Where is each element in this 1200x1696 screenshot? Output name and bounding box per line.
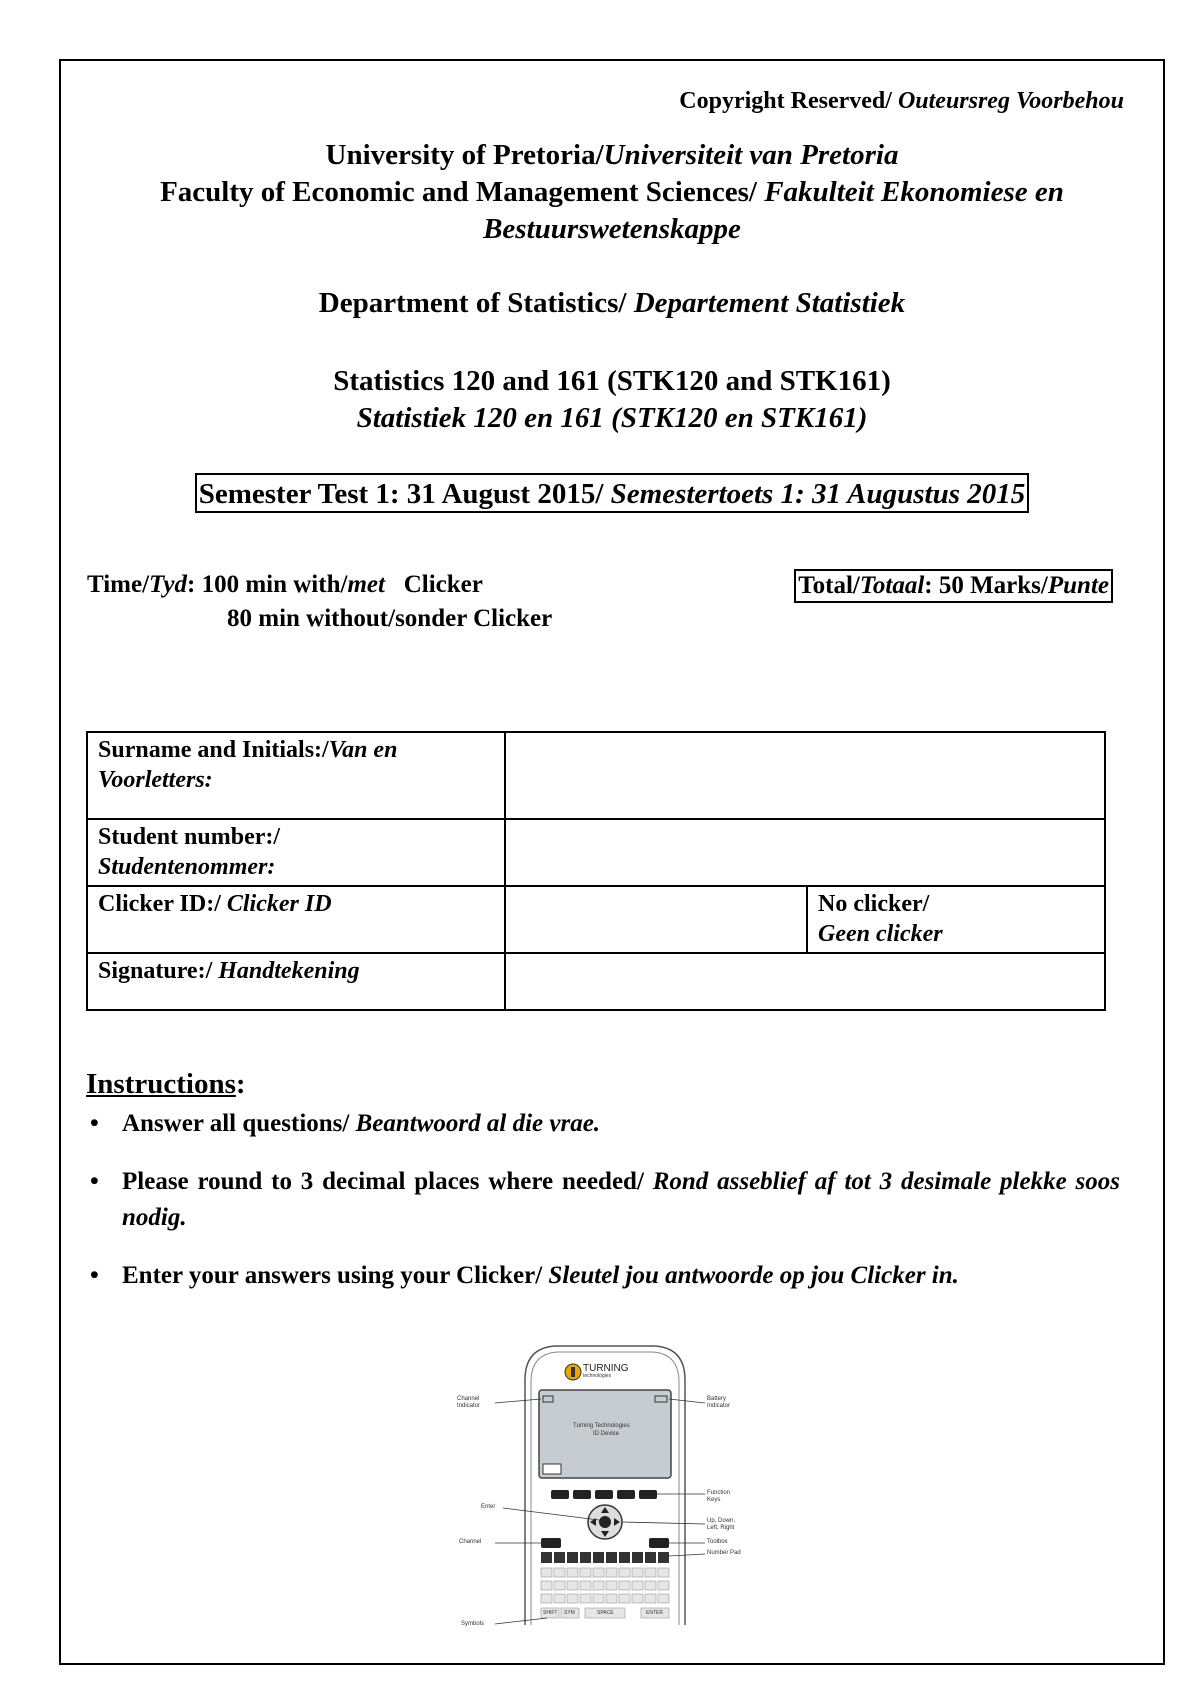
bullet-icon: •: [90, 1110, 99, 1137]
total-marks: Total/Totaal: 50 Marks/Punte: [794, 569, 1113, 603]
department-name: Department of Statistics/ Departement Statistiek: [318, 287, 906, 319]
instructions-heading: Instructions:: [86, 1068, 246, 1100]
course-title-af: Statistiek 120 en 161 (STK120 en STK161): [356, 402, 868, 434]
time-info: [87, 568, 552, 636]
label-arrows: Up, Down, Left, Right: [707, 1518, 736, 1531]
copyright-notice: Copyright Reserved/ Outeursreg Voorbehou: [679, 88, 1124, 114]
device-brand-sub: technologies: [583, 1373, 612, 1379]
key-shift: SHIFT: [543, 1610, 558, 1616]
clicker-device-illustration: [455, 1340, 740, 1630]
label-battery-indicator: Battery Indicator: [707, 1396, 731, 1409]
table-row: [87, 953, 1105, 1010]
test-title: Semester Test 1: 31 August 2015/ Semestertoets 1: 31 Augustus 2015: [195, 473, 1030, 513]
signature-field[interactable]: [505, 953, 1105, 1010]
bullet-icon: •: [90, 1168, 99, 1195]
table-row: [87, 886, 1105, 953]
list-item: • Answer all questions/ Beantwoord al die vrae.: [86, 1106, 1120, 1142]
table-row: [87, 819, 1105, 886]
label-function-keys: Function Keys: [707, 1490, 731, 1503]
instructions-list: [86, 1106, 1120, 1294]
course-title: [59, 363, 1165, 437]
clicker-id-field[interactable]: [505, 886, 807, 953]
test-title-wrap: [59, 473, 1165, 513]
faculty-name: Faculty of Economic and Management Sciences/ Fakulteit Ekonomiese en Bestuurswetenskappe: [160, 176, 1064, 245]
key-space: SPACE: [597, 1610, 614, 1616]
no-clicker-label[interactable]: No clicker/ Geen clicker: [807, 886, 1105, 953]
label-enter: Enter: [481, 1504, 496, 1510]
label-channel: Channel: [459, 1539, 482, 1545]
clicker-id-label: Clicker ID:/ Clicker ID: [87, 886, 505, 953]
device-screen-line2: ID Device: [593, 1431, 620, 1437]
institution-heading: [59, 137, 1165, 248]
student-number-label: Student number:/ Studentenommer:: [87, 819, 505, 886]
label-channel-indicator: Channel Indicator: [457, 1396, 481, 1409]
label-toolbox: Toolbox: [707, 1539, 728, 1545]
label-number-pad: Number Pad: [707, 1550, 741, 1556]
surname-field[interactable]: [505, 732, 1105, 819]
university-name: University of Pretoria/Universiteit van Pretoria: [325, 139, 899, 171]
table-row: [87, 732, 1105, 819]
clicker-device-icon: [455, 1340, 740, 1630]
signature-label: Signature:/ Handtekening: [87, 953, 505, 1010]
key-enter: ENTER: [646, 1610, 663, 1616]
key-sym: SYM: [564, 1610, 575, 1616]
device-brand: TURNING: [583, 1363, 629, 1374]
course-title-en: Statistics 120 and 161 (STK120 and STK161): [333, 365, 891, 397]
list-item: • Enter your answers using your Clicker/ Sleutel jou antwoorde op jou Clicker in.: [86, 1258, 1120, 1294]
label-symbols: Symbols: [461, 1621, 485, 1627]
list-item: • Please round to 3 decimal places where needed/ Rond asseblief af tot 3 desimale plekke soos nodig.: [86, 1164, 1120, 1236]
bullet-icon: •: [90, 1262, 99, 1289]
device-screen-line1: Turning Technologies: [573, 1423, 630, 1429]
surname-label: Surname and Initials:/Van en Voorletters:: [87, 732, 505, 819]
student-number-field[interactable]: [505, 819, 1105, 886]
time-line-without-clicker: 80 min without/sonder Clicker: [227, 605, 553, 632]
student-info-table: [86, 731, 1106, 1011]
time-line-with-clicker: Time/Tyd: 100 min with/met Clicker: [87, 571, 483, 598]
